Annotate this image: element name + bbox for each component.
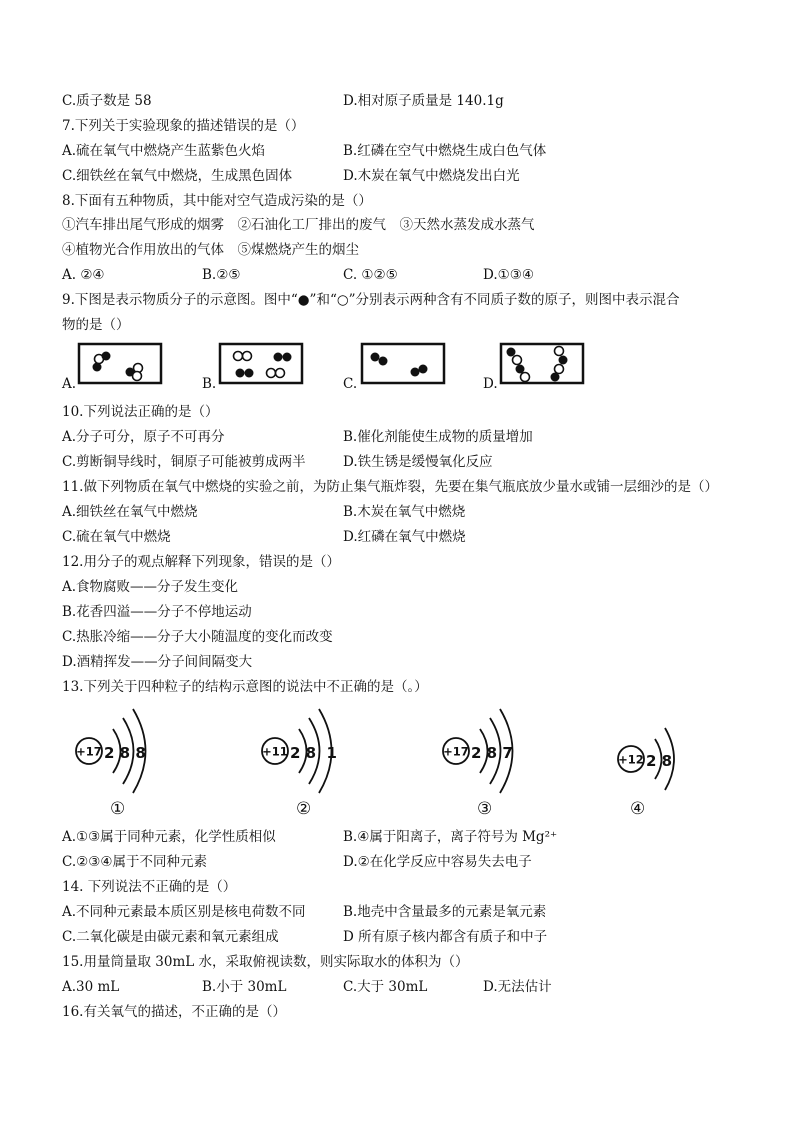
q7-option-a: A.硫在氧气中燃烧产生蓝紫色火焰 <box>62 143 266 159</box>
q7-stem: 7.下列关于实验现象的描述错误的是（） <box>62 118 305 134</box>
q9-figure-c <box>358 340 448 388</box>
q9-figure-d <box>497 340 587 388</box>
q16-stem: 16.有关氧气的描述，不正确的是（） <box>62 1004 286 1020</box>
atom-diagram-3 <box>437 706 527 816</box>
q13-option-c: C.②③④属于不同种元素 <box>62 854 207 870</box>
atom-4-nucleus: +12 <box>618 752 644 767</box>
q14-option-d: D 所有原子核内都含有质子和中子 <box>343 929 548 945</box>
q8-option-b: B.②⑤ <box>202 267 241 283</box>
q10-option-a: A.分子可分，原子不可再分 <box>62 429 225 445</box>
atom-1-label: ① <box>110 799 126 816</box>
atom-2-nucleus: +11 <box>262 744 288 759</box>
atom-4-shells: 2 8 <box>646 752 673 770</box>
atom-diagram-2 <box>256 706 346 816</box>
q10-stem: 10.下列说法正确的是（） <box>62 404 219 420</box>
q15-option-c: C.大于 30mL <box>343 979 428 995</box>
q13-option-a: A.①③属于同种元素，化学性质相似 <box>62 829 276 845</box>
atom-3-nucleus: +17 <box>443 744 469 759</box>
q14-option-b: B.地壳中含量最多的元素是氧元素 <box>343 904 547 920</box>
q11-stem: 11.做下列物质在氧气中燃烧的实验之前，为防止集气瓶炸裂，先要在集气瓶底放少量水或铺一层细沙的是（） <box>62 479 718 495</box>
q9-option-c-label: C. <box>343 376 358 392</box>
atom-2-shells: 2 8 1 <box>290 744 337 762</box>
atom-3-shells: 2 8 7 <box>471 744 513 762</box>
q13-option-d: D.②在化学反应中容易失去电子 <box>343 854 532 870</box>
q10-option-b: B.催化剂能使生成物的质量增加 <box>343 429 533 445</box>
q15-option-a: A.30 mL <box>62 979 120 995</box>
atom-diagram-1 <box>70 706 160 816</box>
q9-stem-line1: 9.下图是表示物质分子的示意图。图中“●”和“○”分别表示两种含有不同质子数的原子，则图中表示混合 <box>62 292 680 308</box>
q9-option-b-label: B. <box>202 376 217 392</box>
q15-option-b: B.小于 30mL <box>202 979 287 995</box>
q8-items-line1: ①汽车排出尾气形成的烟雾 ②石油化工厂排出的废气 ③天然水蒸发成水蒸气 <box>62 217 535 233</box>
atom-1-shells: 2 8 8 <box>104 744 146 762</box>
q9-figure-b <box>216 340 306 388</box>
q11-option-a: A.细铁丝在氧气中燃烧 <box>62 504 198 520</box>
q11-option-b: B.木炭在氧气中燃烧 <box>343 504 466 520</box>
q12-option-d: D.酒精挥发——分子间间隔变大 <box>62 654 253 670</box>
q7-option-d: D.木炭在氧气中燃烧发出白光 <box>343 168 520 184</box>
q6-option-c: C.质子数是 58 <box>62 93 152 109</box>
atom-3-label: ③ <box>477 799 493 816</box>
q8-option-d: D.①③④ <box>483 267 534 283</box>
q11-option-d: D.红磷在氧气中燃烧 <box>343 529 466 545</box>
q12-option-b: B.花香四溢——分子不停地运动 <box>62 604 252 620</box>
q14-option-c: C.二氧化碳是由碳元素和氧元素组成 <box>62 929 279 945</box>
q9-figure-a <box>75 340 165 388</box>
atom-diagram-4 <box>612 722 692 816</box>
q15-stem: 15.用量筒量取 30mL 水，采取俯视读数，则实际取水的体积为（） <box>62 954 469 970</box>
q15-option-d: D.无法估计 <box>483 979 552 995</box>
q11-option-c: C.硫在氧气中燃烧 <box>62 529 171 545</box>
q14-option-a: A.不同种元素最本质区别是核电荷数不同 <box>62 904 306 920</box>
q9-stem-line2: 物的是（） <box>62 317 130 333</box>
q13-stem: 13.下列关于四种粒子的结构示意图的说法中不正确的是（。） <box>62 679 428 695</box>
q12-option-a: A.食物腐败——分子发生变化 <box>62 579 239 595</box>
q7-option-c: C.细铁丝在氧气中燃烧，生成黑色固体 <box>62 168 293 184</box>
q10-option-d: D.铁生锈是缓慢氧化反应 <box>343 454 493 470</box>
atom-4-label: ④ <box>630 799 646 816</box>
atom-2-label: ② <box>296 799 312 816</box>
q8-option-a: A. ②④ <box>62 267 105 283</box>
q12-option-c: C.热胀冷缩——分子大小随温度的变化而改变 <box>62 629 333 645</box>
q9-option-a-label: A. <box>62 376 77 392</box>
q13-option-b: B.④属于阳离子，离子符号为 Mg²⁺ <box>343 829 558 845</box>
q7-option-b: B.红磷在空气中燃烧生成白色气体 <box>343 143 547 159</box>
q10-option-c: C.剪断铜导线时，铜原子可能被剪成两半 <box>62 454 306 470</box>
q9-option-d-label: D. <box>483 376 498 392</box>
atom-1-nucleus: +17 <box>76 744 102 759</box>
q8-option-c: C. ①②⑤ <box>343 267 398 283</box>
q8-stem: 8.下面有五种物质，其中能对空气造成污染的是（） <box>62 193 372 209</box>
q8-items-line2: ④植物光合作用放出的气体 ⑤煤燃烧产生的烟尘 <box>62 242 359 258</box>
q6-option-d: D.相对原子质量是 140.1g <box>343 93 504 109</box>
q14-stem: 14. 下列说法不正确的是（） <box>62 879 237 895</box>
q12-stem: 12.用分子的观点解释下列现象，错误的是（） <box>62 554 340 570</box>
